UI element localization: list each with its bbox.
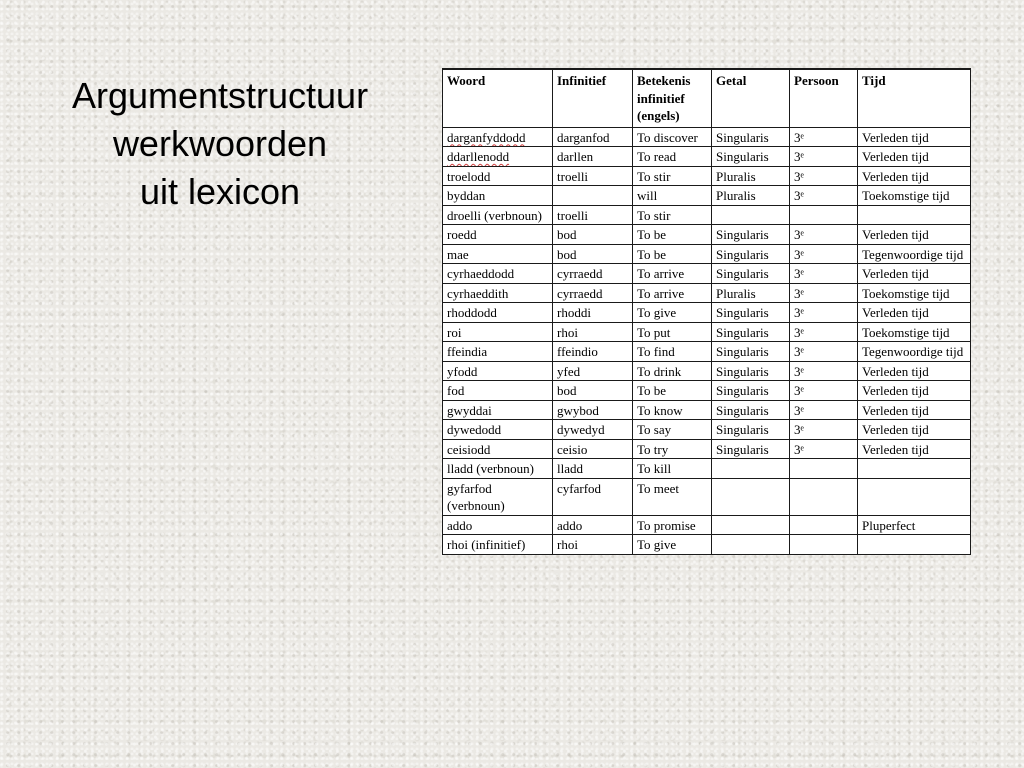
table-row [443, 283, 971, 303]
table-row [443, 303, 971, 323]
table-row [443, 186, 971, 206]
cell-betekenis: To say [633, 420, 712, 440]
cell-infinitief: yfed [553, 361, 633, 381]
cell-tijd: Toekomstige tijd [858, 283, 971, 303]
header-betekenis: Betekenis infinitief (engels) [633, 69, 712, 127]
cell-tijd: Pluperfect [858, 515, 971, 535]
cell-betekenis: To discover [633, 127, 712, 147]
lexicon-table [442, 68, 971, 555]
table-row [443, 515, 971, 535]
table-row [443, 147, 971, 167]
cell-getal: Singularis [712, 400, 790, 420]
cell-tijd: Verleden tijd [858, 361, 971, 381]
cell-tijd: Verleden tijd [858, 400, 971, 420]
cell-woord: troelodd [443, 166, 553, 186]
header-getal: Getal [712, 69, 790, 127]
cell-tijd [858, 459, 971, 479]
cell-persoon [790, 515, 858, 535]
cell-woord: droelli (verbnoun) [443, 205, 553, 225]
cell-getal: Singularis [712, 342, 790, 362]
cell-persoon: 3ᵉ [790, 147, 858, 167]
cell-tijd: Toekomstige tijd [858, 322, 971, 342]
table-row [443, 400, 971, 420]
cell-infinitief: darllen [553, 147, 633, 167]
cell-infinitief: lladd [553, 459, 633, 479]
cell-getal: Singularis [712, 244, 790, 264]
cell-persoon: 3ᵉ [790, 166, 858, 186]
cell-tijd: Verleden tijd [858, 225, 971, 245]
cell-persoon: 3ᵉ [790, 303, 858, 323]
table-row [443, 264, 971, 284]
cell-getal: Singularis [712, 439, 790, 459]
cell-tijd: Tegenwoordige tijd [858, 342, 971, 362]
cell-infinitief: gwybod [553, 400, 633, 420]
cell-woord: mae [443, 244, 553, 264]
cell-getal: Pluralis [712, 166, 790, 186]
cell-tijd: Toekomstige tijd [858, 186, 971, 206]
cell-getal: Singularis [712, 303, 790, 323]
cell-betekenis: To meet [633, 478, 712, 515]
cell-tijd [858, 478, 971, 515]
cell-woord: cyrhaeddith [443, 283, 553, 303]
cell-woord: fod [443, 381, 553, 401]
cell-persoon: 3ᵉ [790, 225, 858, 245]
title-line-1: Argumentstructuur [71, 75, 369, 116]
cell-woord: yfodd [443, 361, 553, 381]
cell-betekenis: To stir [633, 205, 712, 225]
cell-getal [712, 459, 790, 479]
title-line-3: uit lexicon [139, 171, 301, 212]
cell-woord: rhoi (infinitief) [443, 535, 553, 555]
cell-betekenis: To drink [633, 361, 712, 381]
cell-infinitief [553, 186, 633, 206]
cell-betekenis: To give [633, 535, 712, 555]
table-header-row [443, 69, 971, 127]
cell-woord: ceisiodd [443, 439, 553, 459]
cell-infinitief: rhoi [553, 322, 633, 342]
cell-betekenis: To stir [633, 166, 712, 186]
table-row [443, 205, 971, 225]
cell-betekenis: To promise [633, 515, 712, 535]
table-row [443, 342, 971, 362]
cell-persoon: 3ᵉ [790, 186, 858, 206]
cell-infinitief: ceisio [553, 439, 633, 459]
cell-betekenis: To put [633, 322, 712, 342]
cell-tijd: Verleden tijd [858, 439, 971, 459]
cell-persoon [790, 205, 858, 225]
cell-tijd [858, 205, 971, 225]
cell-getal [712, 205, 790, 225]
cell-getal: Singularis [712, 147, 790, 167]
cell-tijd: Verleden tijd [858, 127, 971, 147]
cell-woord: byddan [443, 186, 553, 206]
cell-getal: Pluralis [712, 283, 790, 303]
cell-betekenis: To arrive [633, 283, 712, 303]
cell-persoon: 3ᵉ [790, 127, 858, 147]
table-row [443, 322, 971, 342]
cell-tijd: Verleden tijd [858, 147, 971, 167]
cell-getal: Singularis [712, 361, 790, 381]
table-row [443, 459, 971, 479]
cell-infinitief: rhoddi [553, 303, 633, 323]
cell-betekenis: To know [633, 400, 712, 420]
cell-infinitief: troelli [553, 205, 633, 225]
table-row [443, 166, 971, 186]
cell-tijd: Verleden tijd [858, 420, 971, 440]
cell-persoon: 3ᵉ [790, 361, 858, 381]
cell-getal: Singularis [712, 127, 790, 147]
cell-tijd: Verleden tijd [858, 381, 971, 401]
cell-woord: lladd (verbnoun) [443, 459, 553, 479]
table-row [443, 244, 971, 264]
cell-persoon: 3ᵉ [790, 264, 858, 284]
table-row [443, 439, 971, 459]
cell-infinitief: troelli [553, 166, 633, 186]
cell-getal: Singularis [712, 381, 790, 401]
cell-getal: Singularis [712, 322, 790, 342]
cell-infinitief: darganfod [553, 127, 633, 147]
cell-betekenis: To kill [633, 459, 712, 479]
cell-infinitief: dywedyd [553, 420, 633, 440]
cell-betekenis: To be [633, 244, 712, 264]
cell-tijd: Verleden tijd [858, 264, 971, 284]
cell-betekenis: To try [633, 439, 712, 459]
cell-woord: dywedodd [443, 420, 553, 440]
table-row [443, 225, 971, 245]
cell-persoon: 3ᵉ [790, 420, 858, 440]
cell-persoon: 3ᵉ [790, 244, 858, 264]
cell-betekenis: To read [633, 147, 712, 167]
cell-persoon: 3ᵉ [790, 283, 858, 303]
cell-woord: roi [443, 322, 553, 342]
header-persoon: Persoon [790, 69, 858, 127]
cell-betekenis: To be [633, 225, 712, 245]
cell-getal: Singularis [712, 225, 790, 245]
table-body [443, 127, 971, 554]
table-row [443, 127, 971, 147]
cell-persoon [790, 535, 858, 555]
cell-getal [712, 478, 790, 515]
cell-woord: gyfarfod (verbnoun) [443, 478, 553, 515]
cell-woord: gwyddai [443, 400, 553, 420]
cell-persoon: 3ᵉ [790, 439, 858, 459]
cell-woord: roedd [443, 225, 553, 245]
cell-infinitief: rhoi [553, 535, 633, 555]
cell-persoon [790, 478, 858, 515]
cell-betekenis: will [633, 186, 712, 206]
cell-infinitief: addo [553, 515, 633, 535]
cell-tijd: Verleden tijd [858, 166, 971, 186]
header-woord: Woord [443, 69, 553, 127]
table-row [443, 361, 971, 381]
cell-betekenis: To arrive [633, 264, 712, 284]
table-row [443, 420, 971, 440]
cell-betekenis: To find [633, 342, 712, 362]
cell-woord: addo [443, 515, 553, 535]
cell-woord: ffeindia [443, 342, 553, 362]
cell-infinitief: bod [553, 381, 633, 401]
cell-infinitief: bod [553, 244, 633, 264]
cell-betekenis: To be [633, 381, 712, 401]
cell-persoon: 3ᵉ [790, 342, 858, 362]
cell-woord: rhoddodd [443, 303, 553, 323]
cell-getal: Pluralis [712, 186, 790, 206]
cell-woord: darganfyddodd [443, 127, 553, 147]
cell-tijd: Verleden tijd [858, 303, 971, 323]
cell-persoon [790, 459, 858, 479]
cell-getal: Singularis [712, 420, 790, 440]
cell-getal: Singularis [712, 264, 790, 284]
table-row [443, 535, 971, 555]
cell-tijd [858, 535, 971, 555]
cell-woord: cyrhaeddodd [443, 264, 553, 284]
lexicon-table-container [442, 68, 970, 555]
table-row [443, 478, 971, 515]
cell-persoon: 3ᵉ [790, 400, 858, 420]
cell-getal [712, 515, 790, 535]
cell-betekenis: To give [633, 303, 712, 323]
cell-infinitief: cyfarfod [553, 478, 633, 515]
cell-persoon: 3ᵉ [790, 322, 858, 342]
title-line-2: werkwoorden [112, 123, 328, 164]
cell-infinitief: ffeindio [553, 342, 633, 362]
header-infinitief: Infinitief [553, 69, 633, 127]
cell-infinitief: bod [553, 225, 633, 245]
cell-woord: ddarllenodd [443, 147, 553, 167]
table-row [443, 381, 971, 401]
cell-tijd: Tegenwoordige tijd [858, 244, 971, 264]
cell-infinitief: cyrraedd [553, 264, 633, 284]
slide-title [40, 72, 400, 216]
cell-getal [712, 535, 790, 555]
header-tijd: Tijd [858, 69, 971, 127]
cell-persoon: 3ᵉ [790, 381, 858, 401]
cell-infinitief: cyrraedd [553, 283, 633, 303]
